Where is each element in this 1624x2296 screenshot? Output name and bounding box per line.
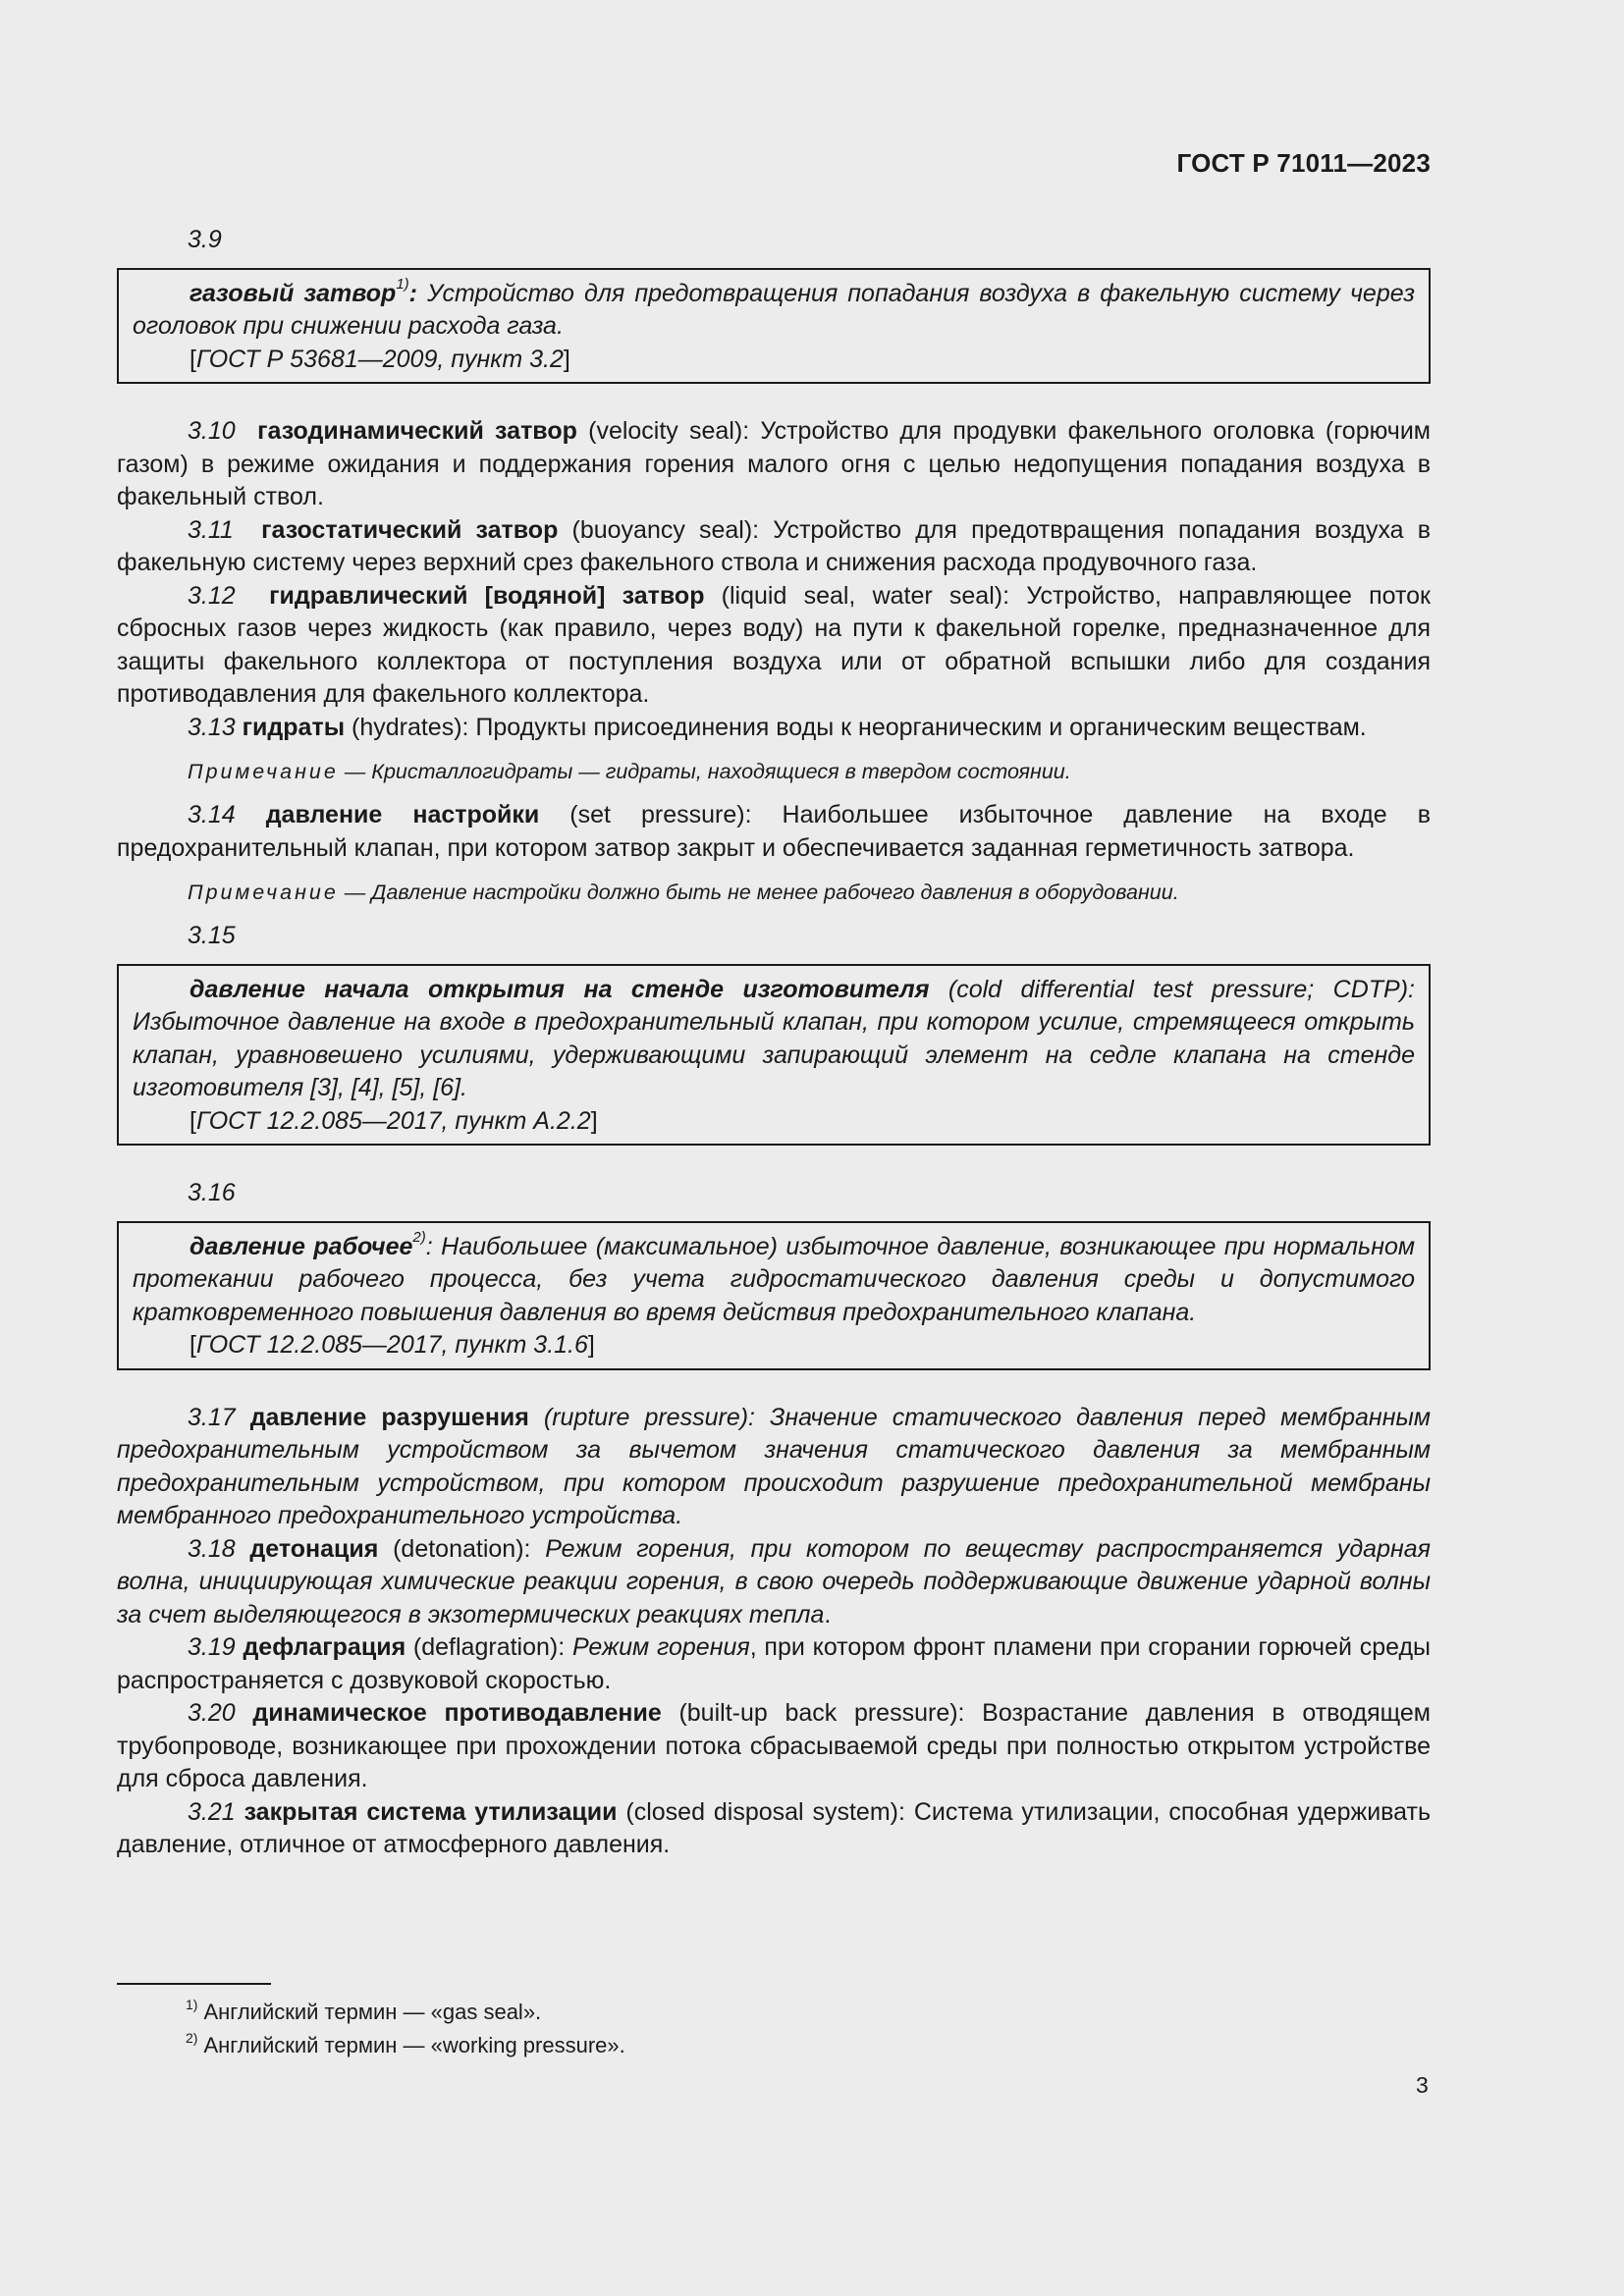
term-entry-3-11: [117, 514, 1431, 580]
term-entry-3-12: [117, 580, 1431, 712]
term-number-3-13: 3.13: [188, 713, 236, 741]
term-text-3-15: (cold differential test pressure; CDTP): Избыточное давление на входе в предохранительный клапан, при котором усилие, стремящееся открыть клапан, уравновешено усилиями, удерживающими запирающий элемент на седле клапана на стенде изготовителя [3], [4], [5], [6].: [133, 975, 1415, 1101]
source-ref-3-15: ГОСТ 12.2.085—2017, пункт А.2.2: [195, 1106, 591, 1135]
term-text-3-19: , при котором фронт пламени при сгорании горючей среды распространяется с дозвуковой скоростью.: [117, 1633, 1432, 1694]
footnote-ref-1: 1): [396, 276, 409, 294]
source-bracket-open: [: [189, 345, 196, 373]
term-number-3-15: 3.15: [188, 922, 236, 949]
term-text-3-17: (rupture pressure): Значение статического давления перед мембранным предохранительным устройством за вычетом значения статического давления за мембранным предохранительным устройством, при котором происходит разрушение предохранительной мембраны мембранного предохранительного устройства.: [117, 1403, 1431, 1529]
footnote-mark-1: 1): [186, 1996, 198, 2012]
term-entry-3-13: [117, 712, 1431, 745]
term-english-3-19: (deflagration):: [406, 1633, 572, 1661]
footnote-text-2: Английский термин — «working pressure».: [203, 2033, 625, 2057]
term-end-3-18: .: [824, 1600, 832, 1629]
term-ref-3-19: Режим горения: [571, 1633, 750, 1661]
term-box-3-9: [117, 268, 1431, 385]
footnote-2: [186, 2029, 625, 2062]
term-text-3-12: (liquid seal, water seal): Устройство, направляющее поток сбросных газов через жидкость (как правило, через воду) на пути к факельной горелке, предназначенное для защиты факельного коллектора от поступления воздуха или от обратной вспышки либо для создания противодавления для факельного коллектора.: [117, 581, 1431, 708]
term-number-3-21: 3.21: [188, 1797, 236, 1826]
term-number-3-17: 3.17: [188, 1403, 236, 1431]
term-3-19: дефлаграция: [243, 1633, 406, 1661]
term-number-3-20: 3.20: [188, 1699, 236, 1727]
term-text-3-11: (buoyancy seal): Устройство для предотвращения попадания воздуха в факельную систему через верхний срез факельного ствола и снижения расхода продувочного газа.: [117, 515, 1431, 576]
term-number-3-19: 3.19: [188, 1633, 236, 1661]
term-3-14: давление настройки: [265, 801, 540, 828]
term-entry-3-14: [117, 799, 1431, 865]
term-3-20: динамическое противодавление: [252, 1699, 662, 1727]
term-entry-3-10: [117, 415, 1431, 514]
term-colon-3-9: :: [408, 279, 417, 307]
term-number-3-18: 3.18: [188, 1534, 236, 1563]
term-number-3-10: 3.10: [188, 417, 236, 445]
term-source-3-16: [133, 1329, 1415, 1362]
document-id-header: ГОСТ Р 71011—2023: [1176, 148, 1431, 178]
term-source-3-9: [133, 344, 1415, 377]
term-text-3-16: : Наибольшее (максимальное) избыточное давление, возникающее при нормальном протекании рабочего процесса, без учета гидростатического давления среды и допустимого кратковременного повышения давления во время действия предохранительного клапана.: [133, 1232, 1415, 1326]
footnote-mark-2: 2): [186, 2029, 198, 2046]
footnotes: [186, 1996, 625, 2062]
note-label: Примечание: [188, 760, 339, 783]
term-number-3-12: 3.12: [188, 581, 236, 610]
term-3-17: давление разрушения: [249, 1403, 529, 1431]
page-number: 3: [1416, 2072, 1429, 2098]
source-bracket-open: [: [189, 1106, 196, 1135]
term-source-3-15: [133, 1105, 1415, 1139]
term-3-21: закрытая система утилизации: [244, 1797, 618, 1826]
term-text-3-9: Устройство для предотвращения попадания воздуха в факельную систему через оголовок при снижении расхода газа.: [133, 279, 1415, 340]
term-3-16: давление рабочее: [189, 1232, 413, 1260]
term-3-9: газовый затвор: [189, 279, 397, 307]
term-definition-3-16: [133, 1231, 1415, 1330]
term-box-3-16: [117, 1221, 1431, 1370]
term-number-3-16: 3.16: [188, 1179, 236, 1206]
term-text-3-10: (velocity seal): Устройство для продувки факельного оголовка (горючим газом) в режиме ожидания и поддержания горения малого огня с целью недопущения попадания воздуха в факельный ствол.: [117, 417, 1431, 510]
term-box-3-15: [117, 964, 1431, 1147]
term-3-12: гидравлический [водяной] затвор: [269, 581, 705, 610]
term-entry-3-17: [117, 1402, 1431, 1533]
term-entry-3-20: [117, 1697, 1431, 1796]
note-label: Примечание: [188, 881, 339, 904]
terms-section: [117, 224, 1431, 1862]
source-bracket-close: ]: [587, 1331, 595, 1359]
source-bracket-open: [: [189, 1331, 196, 1359]
term-entry-3-21: [117, 1796, 1431, 1862]
note-3-14: [188, 879, 1431, 906]
term-3-11: газостатический затвор: [261, 515, 559, 544]
term-entry-3-19: [117, 1631, 1431, 1697]
source-bracket-close: ]: [563, 345, 570, 373]
term-text-3-20: (built-up back pressure): Возрастание давления в отводящем трубопроводе, возникающее при прохождении потока сбрасываемой среды при полностью открытом устройстве для сброса давления.: [117, 1699, 1431, 1792]
term-text-3-18: Режим горения, при котором по веществу распространяется ударная волна, инициирующая химические реакции горения, в свою очередь поддерживающие движение ударной волны за счет выделяющегося в экзотермических реакциях тепла: [117, 1534, 1431, 1629]
note-text-3-13: — Кристаллогидраты — гидраты, находящиеся в твердом состоянии.: [338, 760, 1071, 783]
footnote-text-1: Английский термин — «gas seal».: [203, 2000, 542, 2024]
term-english-3-18: (detonation):: [378, 1534, 546, 1563]
term-3-10: газодинамический затвор: [257, 417, 577, 445]
term-text-3-14: (set pressure): Наибольшее избыточное давление на входе в предохранительный клапан, при котором затвор закрыт и обеспечивается заданная герметичность затвора.: [117, 801, 1431, 862]
term-3-15: давление начала открытия на стенде изготовителя: [189, 975, 930, 1003]
footnote-1: [186, 1996, 625, 2029]
term-definition-3-9: [133, 278, 1415, 344]
term-number-3-11: 3.11: [188, 515, 234, 544]
term-number-3-9: 3.9: [188, 226, 222, 253]
footnote-divider: [117, 1983, 271, 1985]
term-definition-3-15: [133, 974, 1415, 1105]
term-3-13: гидраты: [242, 713, 346, 741]
source-ref-3-16: ГОСТ 12.2.085—2017, пункт 3.1.6: [195, 1331, 588, 1359]
term-text-3-21: (closed disposal system): Система утилизации, способная удерживать давление, отличное от атмосферного давления.: [117, 1797, 1431, 1858]
source-ref-3-9: ГОСТ Р 53681—2009, пункт 3.2: [195, 345, 564, 373]
term-number-3-14: 3.14: [188, 801, 236, 828]
source-bracket-close: ]: [590, 1106, 598, 1135]
term-entry-3-18: [117, 1533, 1431, 1632]
note-text-3-14: — Давление настройки должно быть не менее рабочего давления в оборудовании.: [338, 881, 1179, 904]
note-3-13: [188, 758, 1431, 785]
term-3-18: детонация: [249, 1534, 379, 1563]
term-text-3-13: (hydrates): Продукты присоединения воды к неорганическим и органическим веществам.: [345, 713, 1367, 741]
footnote-ref-2: 2): [412, 1229, 426, 1247]
